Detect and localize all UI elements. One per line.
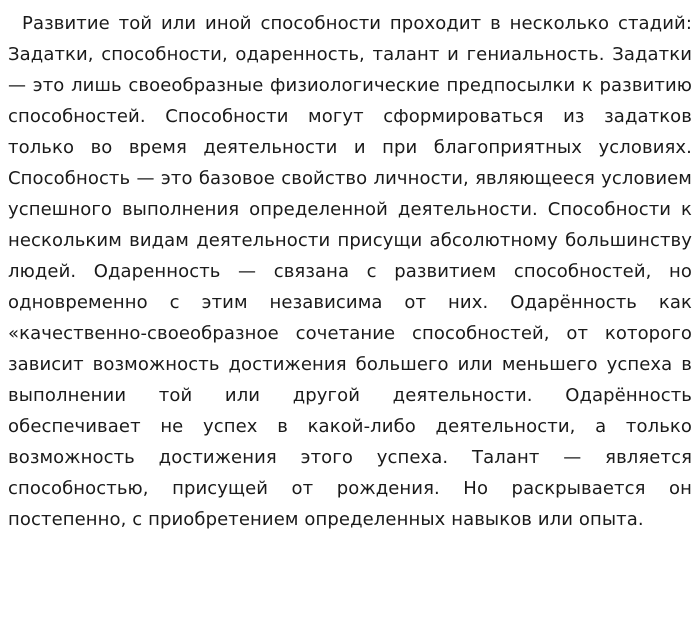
body-paragraph: Развитие той или иной способности проходит в несколько стадий: Задатки, способности, одаренность, талант и гениальность. Задатки — это лишь своеобразные физиологические предпосылки к развитию способностей. Способности могут сформироваться из задатков только во время деятельности и при благоприятных условиях. Способность — это базовое свойство личности, являющееся условием успешного выполнения определенной деятельности. Способности к нескольким видам деятельности присущи абсолютному большинству людей. Одаренность — связана с развитием способностей, но одновременно с этим независима от них. Одарённость как «качественно-своеобразное сочетание способностей, от которого зависит возможность достижения большего или меньшего успеха в выполнении той или другой деятельности. Одарённость обеспечивает не успех в какой-либо деятельности, а только возможность достижения этого успеха. Талант — является способностью, присущей от рождения. Но раскрывается он постепенно, с приобретением определенных навыков или опыта. — [8, 13, 692, 530]
